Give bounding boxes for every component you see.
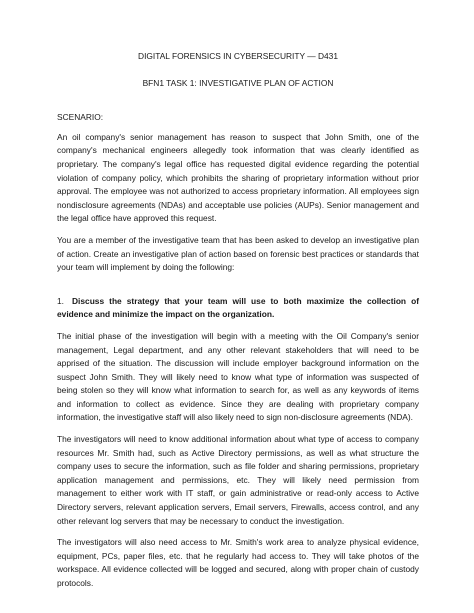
document-title: DIGITAL FORENSICS IN CYBERSECURITY — D431 bbox=[138, 51, 338, 61]
body-paragraph-3: The investigators will also need access to Mr. Smith's work area to analyze physical evidence, equipment, PCs, paper files, etc. that he regularly had access to. They will take photos of the workspace. All evidence collected will be logged and secured, along with proper chain of custody protocols. bbox=[57, 537, 419, 588]
scenario-paragraph-1: An oil company's senior management has reason to suspect that John Smith, one of the company's mechanical engineers allegedly took information that was clearly identified as proprietary. The company's legal office has requested digital evidence regarding the potential violation of company policy, which prohibits the sharing of proprietary information without prior approval. The employee was not authorized to access proprietary information. All employees sign nondisclosure agreements (NDAs) and acceptable use policies (AUPs). Senior management and the legal office have approved this request. bbox=[57, 131, 419, 224]
document-content bbox=[57, 50, 419, 599]
task-heading bbox=[57, 295, 419, 322]
task-heading-text: Discuss the strategy that your team will use to both maximize the collection of evidence and minimize the impact on the organization. bbox=[57, 295, 419, 320]
document-subtitle: BFN1 TASK 1: INVESTIGATIVE PLAN OF ACTION bbox=[142, 77, 334, 88]
scenario-label: SCENARIO: bbox=[57, 112, 104, 123]
task-number: 1. bbox=[57, 295, 64, 306]
scenario-paragraph-2: You are a member of the investigative team that has been asked to develop an investigative plan of action. Create an investigative plan of action based on forensic best practices or standards that your team will implement by doing the following: bbox=[57, 234, 419, 273]
body-paragraph-2: The investigators will need to know additional information about what type of access to company resources Mr. Smith had, such as Active Directory permissions, as well as what structure the company uses to secure the information, such as file folder and sharing permissions, proprietary application management and permissions, etc. They will likely need permission from management to either work with IT staff, or gain administrative or read-only access to Active Directory servers, relevant application servers, Email servers, Firewalls, access control, and any other relevant log servers that may be necessary to conduct the investigation. bbox=[57, 434, 419, 526]
body-paragraph-1: The initial phase of the investigation will begin with a meeting with the Oil Company's senior management, Legal department, and any other relevant stakeholders that will need to be apprised of the situation. The discussion will include employer background information on the suspect John Smith. They will likely need to know what type of information was suspected of being stolen so they will know what information to search for, as well as any keywords of items and information to collect as evidence. Since they are dealing with proprietary company information, the investigative staff will also likely need to sign non-disclosure agreements (NDA). bbox=[57, 330, 419, 423]
